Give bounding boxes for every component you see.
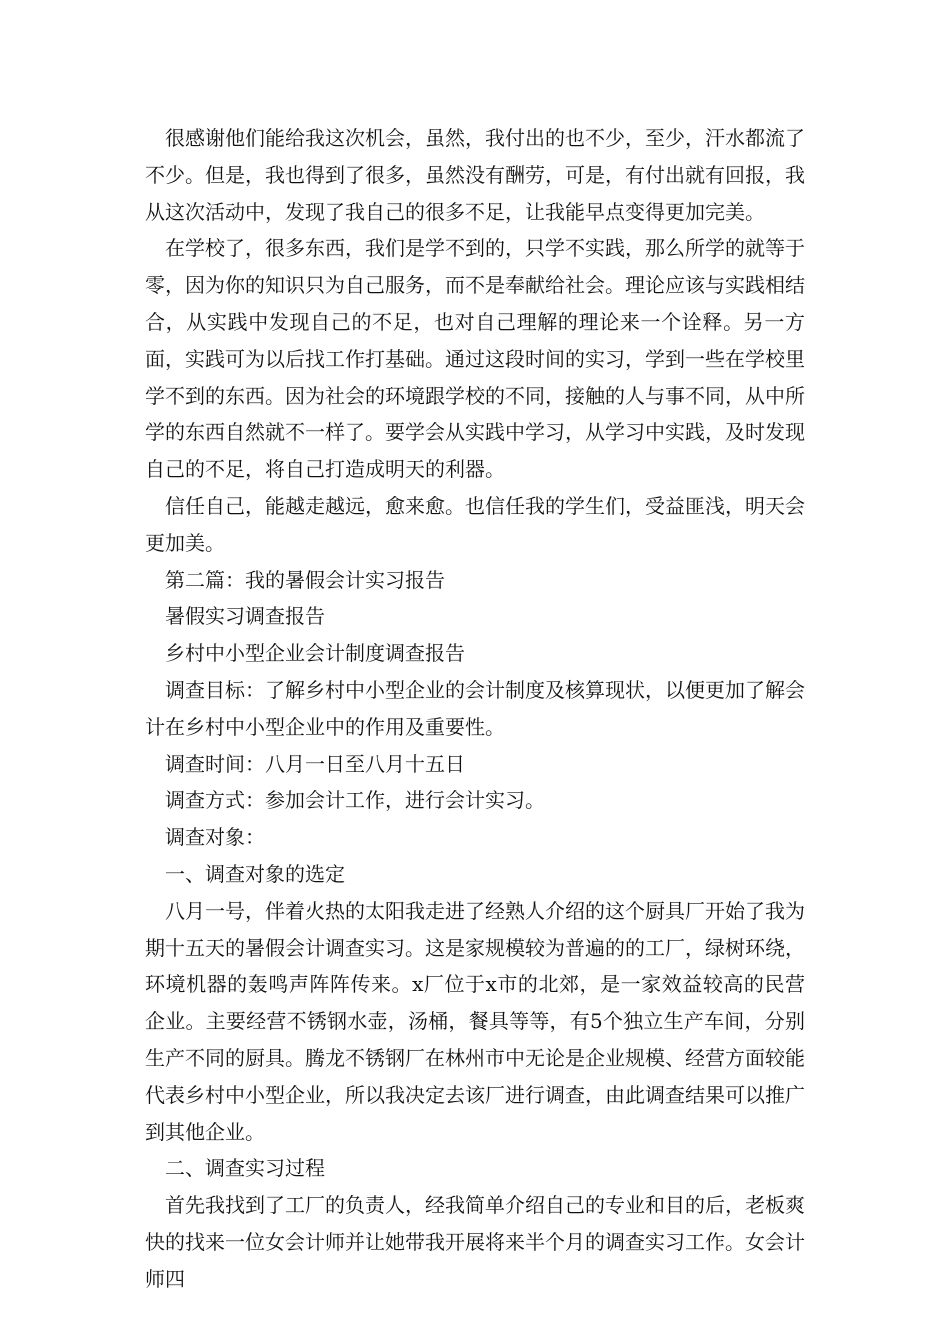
paragraph-trust: 信任自己，能越走越远，愈来愈。也信任我的学生们，受益匪浅，明天会更加美。 — [145, 493, 805, 555]
survey-time: 调查时间：八月一日至八月十五日 — [165, 751, 465, 776]
report-subtitle: 乡村中小型企业会计制度调查报告 — [165, 641, 465, 666]
survey-goal: 调查目标：了解乡村中小型企业的会计制度及核算现状，以便更加了解会计在乡村中小型企业中的作用及重要性。 — [145, 677, 805, 739]
survey-object: 调查对象： — [165, 825, 265, 850]
report-title: 暑假实习调查报告 — [165, 604, 325, 629]
document-body — [145, 120, 805, 1298]
paragraph-process: 首先我找到了工厂的负责人，经我简单介绍自己的专业和目的后，老板爽快的找来一位女会计师并让她带我开展将来半个月的调查实习工作。女会计师四 — [145, 1193, 805, 1291]
heading-process: 二、调查实习过程 — [165, 1156, 325, 1181]
paragraph-practice: 在学校了，很多东西，我们是学不到的，只学不实践，那么所学的就等于零，因为你的知识只为自己服务，而不是奉献给社会。理论应该与实践相结合，从实践中发现自己的不足，也对自己理解的理论来一个诠释。另一方面，实践可为以后找工作打基础。通过这段时间的实习，学到一些在学校里学不到的东西。因为社会的环境跟学校的不同，接触的人与事不同，从中所学的东西自然就不一样了。要学会从实践中学习，从学习中实践，及时发现自己的不足，将自己打造成明天的利器。 — [145, 236, 805, 482]
survey-method: 调查方式：参加会计工作，进行会计实习。 — [165, 788, 545, 813]
paragraph-thanks: 很感谢他们能给我这次机会，虽然，我付出的也不少，至少，汗水都流了不少。但是，我也得到了很多，虽然没有酬劳，可是，有付出就有回报，我从这次活动中，发现了我自己的很多不足，让我能早点变得更加完美。 — [145, 126, 805, 224]
section-title: 第二篇：我的暑假会计实习报告 — [165, 567, 445, 592]
heading-object-selection: 一、调查对象的选定 — [165, 861, 345, 886]
paragraph-factory: 八月一号，伴着火热的太阳我走进了经熟人介绍的这个厨具厂开始了我为期十五天的暑假会计调查实习。这是家规模较为普遍的的工厂，绿树环绕，环境机器的轰鸣声阵阵传来。x厂位于x市的北郊，是一家效益较高的民营企业。主要经营不锈钢水壶，汤桶，餐具等等，有5个独立生产车间，分别生产不同的厨具。腾龙不锈钢厂在林州市中无论是企业规模、经营方面较能代表乡村中小型企业，所以我决定去该厂进行调查，由此调查结果可以推广到其他企业。 — [145, 898, 805, 1144]
